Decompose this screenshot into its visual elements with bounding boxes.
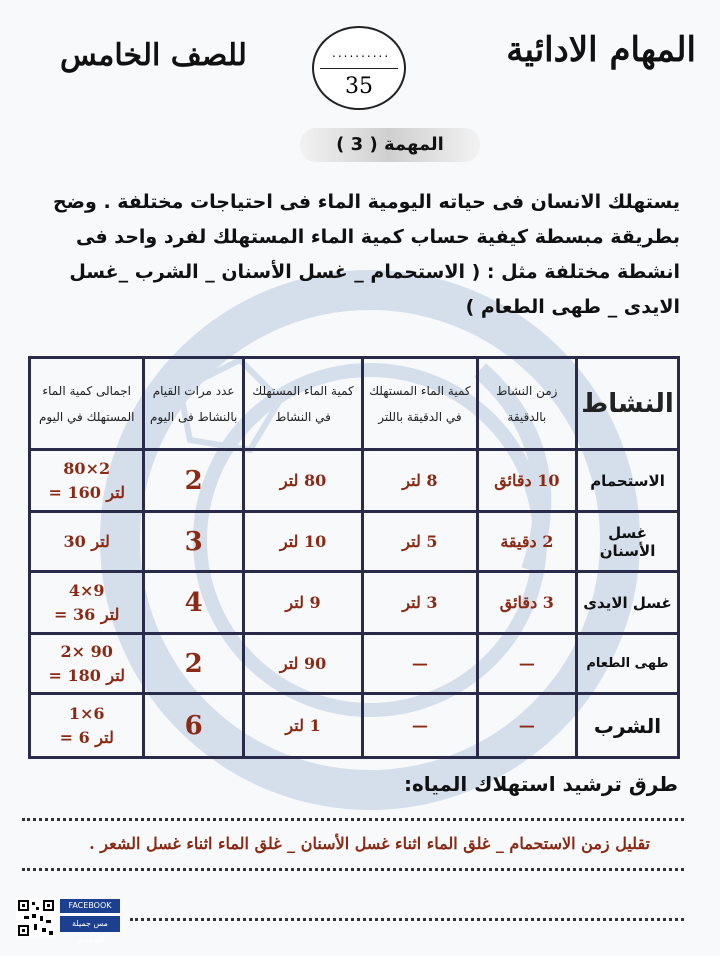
total-calc: 80×2 xyxy=(63,458,111,478)
cell-times: 2 xyxy=(144,450,243,512)
total-calc: 1×6 xyxy=(68,703,105,723)
cell-per-minute: — xyxy=(363,694,477,758)
intro-line: بطريقة مبسطة كيفية حساب كمية الماء المستهلك لفرد واحد فى xyxy=(75,226,680,248)
ways-title: طرق ترشيد استهلاك المياه: xyxy=(403,772,678,796)
header-activity: النشاط xyxy=(577,358,679,450)
intro-line: يستهلك الانسان فى حياته اليومية الماء فى احتياجات مختلفة . وضح xyxy=(52,191,680,213)
cell-activity: غسل الايدى xyxy=(577,572,679,634)
worksheet-title: المهام الادائية xyxy=(506,30,696,70)
cell-duration: — xyxy=(477,634,576,694)
answer-line xyxy=(22,868,684,871)
cell-total xyxy=(30,512,144,572)
page-dots: .......... xyxy=(332,46,391,60)
ways-answer: تقليل زمن الاستحمام _ غلق الماء اثناء غسل الأسنان _ غلق الماء اثناء غسل الشعر . xyxy=(89,834,650,853)
cell-total xyxy=(30,694,144,758)
table-row xyxy=(30,512,679,572)
cell-per-minute: — xyxy=(363,634,477,694)
table-row xyxy=(30,694,679,758)
facebook-badge: FACEBOOK xyxy=(60,899,120,913)
cell-per-activity: 10 لتر xyxy=(243,512,362,572)
cell-activity: الشرب xyxy=(577,694,679,758)
task-label: المهمة ( 3 ) xyxy=(300,128,480,162)
cell-times: 6 xyxy=(144,694,243,758)
header-times: عدد مرات القيام بالنشاط فى اليوم xyxy=(144,358,243,450)
cell-duration: 2 دقيقة xyxy=(477,512,576,572)
header-per-minute: كمية الماء المستهلك في الدقيقة باللتر xyxy=(363,358,477,450)
cell-per-minute: 3 لتر xyxy=(363,572,477,634)
cell-per-minute: 5 لتر xyxy=(363,512,477,572)
cell-per-activity: 9 لتر xyxy=(243,572,362,634)
cell-times: 4 xyxy=(144,572,243,634)
total-result: = 36 لتر xyxy=(54,604,120,624)
intro-line: الايدى _ طهى الطعام ) xyxy=(465,296,680,318)
total-calc: 2× 90 xyxy=(60,641,113,661)
table-row xyxy=(30,450,679,512)
total-result: = 160 لتر xyxy=(48,482,125,502)
cell-times: 2 xyxy=(144,634,243,694)
header-duration: زمن النشاط بالدقيقة xyxy=(477,358,576,450)
cell-total xyxy=(30,572,144,634)
header-row xyxy=(30,358,679,450)
cell-duration: 10 دقائق xyxy=(477,450,576,512)
total-result: = 180 لتر xyxy=(48,665,125,685)
cell-per-minute: 8 لتر xyxy=(363,450,477,512)
cell-activity: غسل الأسنان xyxy=(577,512,679,572)
total-result: = 6 لتر xyxy=(59,727,114,747)
grade-label: للصف الخامس xyxy=(60,38,247,73)
cell-per-activity: 80 لتر xyxy=(243,450,362,512)
header-per-activity: كمية الماء المستهلك في النشاط xyxy=(243,358,362,450)
cell-activity: طهى الطعام xyxy=(577,634,679,694)
cell-times: 3 xyxy=(144,512,243,572)
qr-code-icon xyxy=(16,898,56,938)
page-number-badge xyxy=(312,26,406,110)
total-calc: 30 لتر xyxy=(63,531,110,551)
cell-duration: — xyxy=(477,694,576,758)
cell-duration: 3 دقائق xyxy=(477,572,576,634)
badge-divider xyxy=(320,68,398,69)
cell-total xyxy=(30,634,144,694)
intro-paragraph xyxy=(50,185,680,325)
table-row xyxy=(30,634,679,694)
cell-per-activity: 90 لتر xyxy=(243,634,362,694)
page-number: 35 xyxy=(345,74,373,99)
answer-line xyxy=(130,918,684,921)
answer-line xyxy=(22,818,684,821)
table-row xyxy=(30,572,679,634)
cell-activity: الاستحمام xyxy=(577,450,679,512)
cell-per-activity: 1 لتر xyxy=(243,694,362,758)
cell-total xyxy=(30,450,144,512)
total-calc: 4×9 xyxy=(68,580,105,600)
intro-line: انشطة مختلفة مثل : ( الاستحمام _ غسل الأسنان _ الشرب _غسل xyxy=(69,261,680,283)
header-total: اجمالى كمية الماء المستهلك في اليوم xyxy=(30,358,144,450)
water-usage-table xyxy=(28,356,680,759)
author-signature: مس جميلة الصعيدي xyxy=(60,916,120,932)
